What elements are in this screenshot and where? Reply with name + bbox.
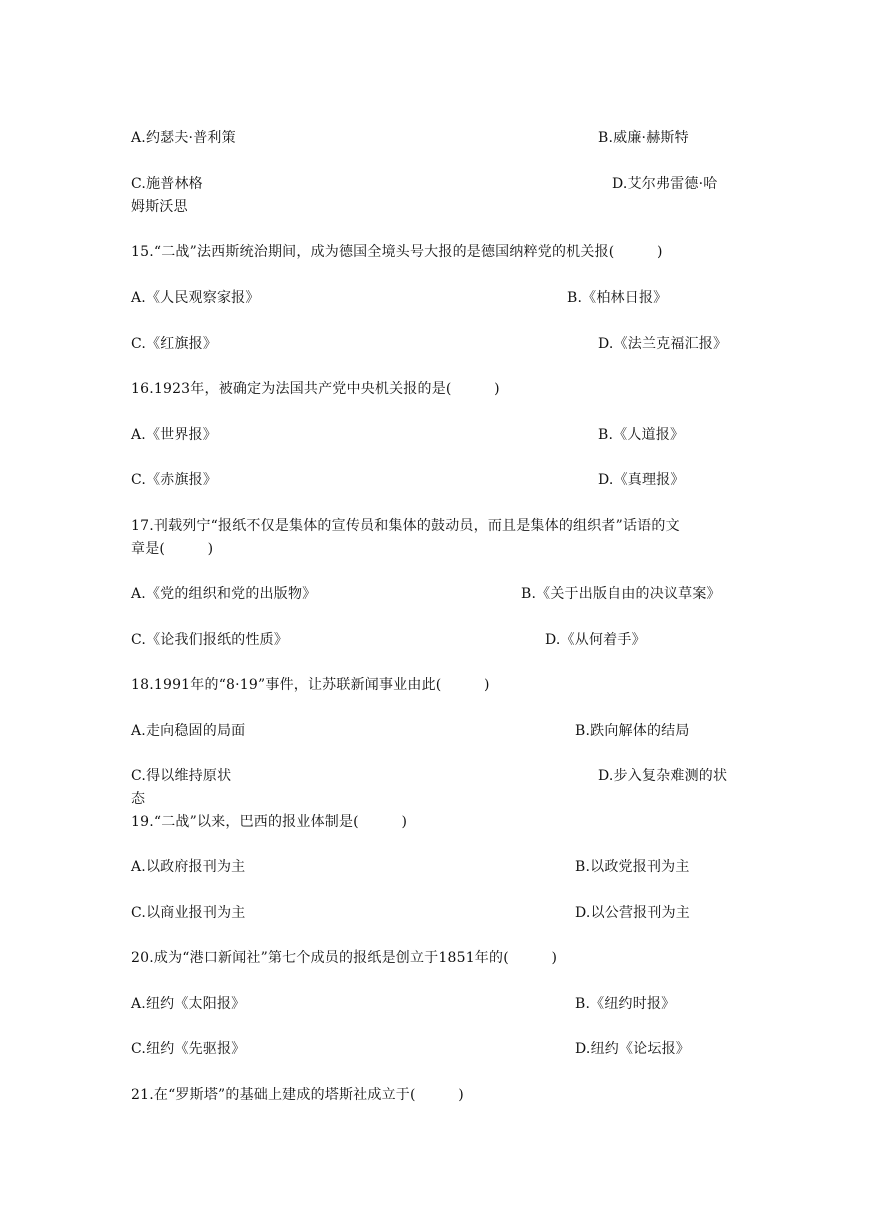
q15-option-c: C.《红旗报》 [131, 336, 218, 352]
q16-option-c: C.《赤旗报》 [131, 472, 218, 488]
q20-option-d: D.纽约《论坛报》 [575, 1041, 690, 1057]
q19-option-d: D.以公营报刊为主 [575, 905, 690, 921]
q14-option-d-continued: 姆斯沃思 [131, 199, 188, 215]
q20-option-c: C.纽约《先驱报》 [131, 1041, 246, 1057]
q17-option-d: D.《从何着手》 [545, 632, 646, 648]
q15-option-b: B.《柏林日报》 [567, 290, 668, 306]
q16-stem: 16.1923年，被确定为法国共产党中央机关报的是( ) [131, 381, 500, 397]
q19-stem: 19.“二战”以来，巴西的报业体制是( ) [131, 814, 408, 830]
q18-option-b: B.跌向解体的结局 [575, 723, 690, 739]
q15-option-d: D.《法兰克福汇报》 [598, 336, 728, 352]
q20-option-b: B.《纽约时报》 [575, 996, 676, 1012]
q18-option-c: C.得以维持原状 [131, 768, 232, 784]
q16-option-b: B.《人道报》 [598, 427, 685, 443]
q19-option-b: B.以政党报刊为主 [575, 859, 690, 875]
q17-stem-line-2: 章是( ) [131, 541, 214, 557]
q16-option-d: D.《真理报》 [598, 472, 685, 488]
q19-option-a: A.以政府报刊为主 [131, 859, 246, 875]
q17-stem-line-1: 17.刊载列宁“报纸不仅是集体的宣传员和集体的鼓动员，而且是集体的组织者”话语的文 [131, 518, 680, 534]
q14-option-b: B.威廉·赫斯特 [598, 130, 689, 146]
q20-option-a: A.纽约《太阳报》 [131, 996, 246, 1012]
q14-option-d: D.艾尔弗雷德·哈 [612, 176, 718, 192]
q19-option-c: C.以商业报刊为主 [131, 905, 246, 921]
q15-stem: 15.“二战”法西斯统治期间，成为德国全境头号大报的是德国纳粹党的机关报( ) [131, 244, 663, 260]
q18-stem: 18.1991年的“8·19”事件，让苏联新闻事业由此( ) [131, 677, 490, 693]
q21-stem: 21.在“罗斯塔”的基础上建成的塔斯社成立于( ) [131, 1087, 464, 1103]
q16-option-a: A.《世界报》 [131, 427, 217, 443]
q18-option-d-continued: 态 [131, 791, 146, 807]
q20-stem: 20.成为“港口新闻社”第七个成员的报纸是创立于1851年的( ) [131, 950, 558, 966]
q18-option-a: A.走向稳固的局面 [131, 723, 246, 739]
q14-option-a: A.约瑟夫·普利策 [131, 130, 236, 146]
q18-option-d: D.步入复杂难测的状 [598, 768, 728, 784]
q17-option-b: B.《关于出版自由的决议草案》 [521, 586, 721, 602]
q14-option-c: C.施普林格 [131, 176, 203, 192]
q15-option-a: A.《人民观察家报》 [131, 290, 260, 306]
q17-option-a: A.《党的组织和党的出版物》 [131, 586, 317, 602]
q17-option-c: C.《论我们报纸的性质》 [131, 632, 289, 648]
